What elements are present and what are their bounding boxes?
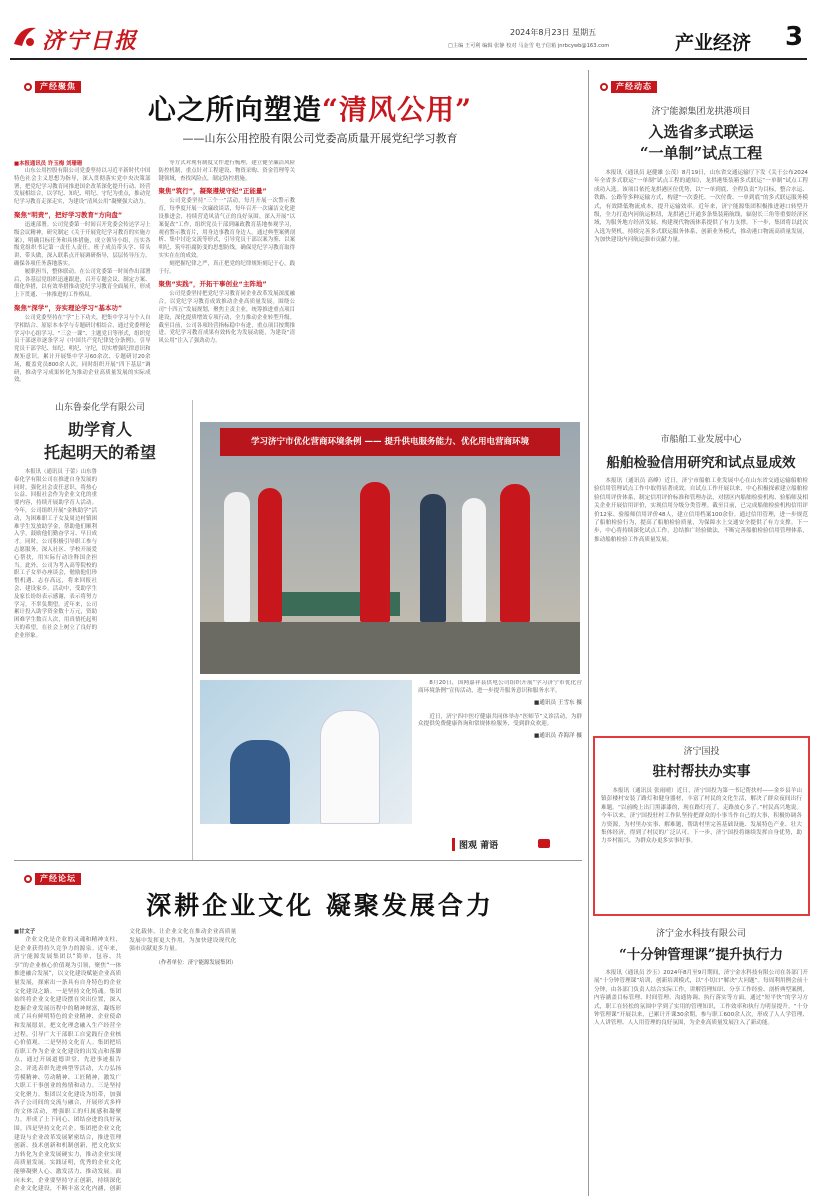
logo-text: 济宁日报 — [42, 28, 139, 54]
main-article-body — [14, 160, 584, 390]
forum-label: 产经论坛 — [35, 873, 81, 885]
forum-top-rule — [14, 860, 582, 861]
photo-clinic — [200, 680, 412, 824]
photo-person-4 — [420, 494, 446, 622]
left-body: 本报讯（通讯员 于蕾）山东鲁泰化学有限公司在推进自身发展的同时，强化社会责任意识，将热心公益、回报社会作为企业文化的重要内容，持续开展助学育人活动。今年，公司组织开展“金秋助学”活动，为困难职工子女及周边村镇困难学生发放助学金，帮助他们顺利入学，鼓励他们勤奋学习、早日成才。同时，公司积极引导职工参与志愿服务，深入社区、学校开展爱心帮扶，用实际行动诠释国企担当。此外，公司为考入高等院校的职工子女举办座谈会，勉励他们珍惜机遇、志存高远，将来回报社会、建设家乡。活动中，受助学生及家长纷纷表示感谢，表示将努力学习，不辜负期望。近年来，公司累计投入助学资金数十万元，资助困难学生数百人次，用真情托起明天的希望，在社会上树立了良好的企业形象。 — [14, 469, 97, 639]
photo-person-2 — [258, 488, 282, 622]
title-part-a: 心之所向塑造 — [147, 93, 322, 126]
banner-caption: 8月20日，国网嘉祥县供电公司组织开展“学习济宁市优化营商环境条例”宣传活动，进一步提升服务意识和服务水平。 — [418, 680, 582, 694]
news-dot-icon — [600, 83, 608, 91]
section-header-news — [600, 80, 657, 93]
main-col4-para1: 刻把握纪律之严，真正把党的纪律规矩刻记于心，践于行。 — [158, 260, 295, 275]
right-d-title: “十分钟管理课”提升执行力 — [618, 947, 784, 963]
editors-line: □主编 王可利 编辑 张静 校对 马金雪 电子信箱 jnrbcywb@163.com — [448, 43, 610, 49]
main-col2-para2: 公司党委坚持在“学”上下功夫，把集中学习与个人自学相结合、原原本本学与专题研讨相结合，通过党委理论学习中心组学习、“三会一课”、主题党日等形式，组织党员干部逐章逐条学习《中国共产党纪律处分条例》，引导党员干部学纪、知纪、明纪、守纪，切实增强纪律意识和规矩意识。累计开展集中学习60余次、专题研讨20余场，覆盖党员800余人次。同时组织开展“四下基层”调研，推动学习成果转化为推动企业高质量发展的实际成效。 — [14, 314, 151, 384]
main-col3-para1: 等方式对现有制度文件进行梳理，建立健全廉洁风险防控机制，重点针对工程建设、物资采购、资金管理等关键领域，查找风险点，制定防控措施。 — [158, 160, 295, 182]
photo-banner: 学习济宁市优化营商环境条例 —— 提升供电服务能力、优化用电营商环境 — [220, 428, 560, 456]
left-title-line1: 助学育人 — [67, 420, 132, 439]
clinic-caption: 近日，济宁四中医疗健康共同体举办“医师节”义诊活动，为群众提供免费健康咨询和常规体检服务，受到群众欢迎。 — [418, 713, 582, 728]
right-a-company: 济宁能源集团龙拱港项目 — [651, 107, 751, 117]
clinic-credit: ■通讯员 乔海洋 摄 — [534, 733, 582, 740]
main-subhead-1: 聚焦“明责”，把好学习教育“方向盘” — [14, 210, 123, 219]
news-label: 产经动态 — [611, 81, 657, 93]
left-company: 山东鲁泰化学有限公司 — [54, 403, 145, 413]
right-article-a — [594, 104, 808, 434]
left-short-article — [14, 400, 186, 858]
left-divider — [192, 400, 193, 860]
right-article-c — [593, 736, 810, 916]
section-dot-icon — [24, 83, 32, 91]
date-line: 2024年8月23日 星期五 — [510, 28, 597, 37]
banner-credit: ■通讯员 王雪东 摄 — [534, 699, 582, 706]
right-article-d — [594, 926, 808, 1196]
forum-signature: （作者单位：济宁能源发展集团） — [155, 959, 237, 966]
main-col4-para2: 公司党委坚持把党纪学习教育同企业改革发展深度融合，以党纪学习教育成效推动企业高质量发展。围绕公司“十四五”发展规划，聚焦主责主业，统筹推进重点项目建设，深化提质增效专项行动，全力推动企业转型升级。截至目前，公司各项经营指标稳中有进，重点项目按期推进，党纪学习教育成果有效转化为发展动能，为建设“清风公用”注入了强劲动力。 — [158, 291, 295, 345]
camera-icon — [538, 839, 550, 848]
main-byline: ■本报通讯员 许玉梅 刘珊珊 — [14, 161, 83, 167]
right-article-b — [594, 432, 808, 732]
photo-ground — [200, 622, 580, 674]
photo-captions — [418, 680, 582, 830]
forum-byline: ■甘文子 — [14, 929, 36, 935]
newspaper-logo-icon — [10, 22, 40, 52]
masthead-rule — [10, 58, 807, 60]
right-a-title-1: 入选省多式联运 — [648, 123, 754, 141]
right-b-company: 市船舶工业发展中心 — [660, 435, 742, 445]
main-article-subtitle: ——山东公用控股有限公司党委高质量开展党纪学习教育 — [182, 132, 458, 145]
photo-doctor — [320, 710, 380, 824]
photo-person-6 — [500, 484, 530, 622]
main-subhead-3: 聚焦“筑行”，凝聚遵规守纪“正能量” — [158, 187, 267, 196]
right-a-body: 本报讯（通讯员 赵健雄 公茂）8月19日，山东省交通运输厅下发《关于公布2024年全省多式联运“一单制”试点工程的通知》，龙拱港集装箱多式联运“一单制”试点工程成功入选。该项目依托龙拱港区位优势，以“一单到底、全程负责”为目标，整合水运、铁路、公路等多种运输方式，构建“一次委托、一次付费、一单到底”的多式联运服务模式，有效降低物流成本，提升运输效率。近年来，济宁能源集团积极推进港口转型升级，全力打造内河航运枢纽，龙拱港已开通多条集装箱航线，辐射长三角等重要经济区域，为服务地方经济发展、构建现代物流体系提供了有力支撑。下一步，集团将以此次入选为契机，持续完善多式联运服务体系，创新业务模式，推动港口物流高质量发展，为加快建设内河航运强市贡献力量。 — [594, 170, 808, 244]
section-label: 产经聚焦 — [35, 81, 81, 93]
right-c-title: 驻村帮扶办实事 — [652, 764, 751, 780]
main-subhead-4: 聚焦“实践”，开拓干事创业“主阵地” — [158, 280, 267, 289]
section-header-focus — [24, 80, 81, 93]
forum-title: 深耕企业文化 凝聚发展合力 — [146, 891, 494, 920]
right-a-title-2: “一单制”试点工程 — [639, 144, 763, 162]
masthead — [0, 0, 817, 62]
right-d-company: 济宁金水科技有限公司 — [655, 929, 746, 939]
forum-dot-icon — [24, 875, 32, 883]
right-b-title: 船舶检验信用研究和试点显成效 — [606, 455, 796, 471]
main-subhead-2: 聚焦“深学”，夯实理论学习“基本功” — [14, 303, 123, 312]
right-d-body: 本报讯（通讯员 沙玉）2024年8月至9月期间，济宁金水科技有限公司在各部门开展“十分钟管理课”培训，创新培训模式，以“小切口”解决“大问题”。每周利用例会前十分钟，由各部门负责人结合实际工作，讲解管理知识、分享工作经验、剖析典型案例，内容涵盖目标管理、时间管理、沟通协调、执行落实等方面。通过“短平快”的学习方式，职工在轻松的氛围中学到了实用的管理知识，工作效率和执行力明显提升。“十分钟管理课”开展以来，已累计开课30余期，参与职工600余人次，形成了人人学管理、人人讲管理、人人用管理的良好氛围，为企业高质量发展注入了新动能。 — [594, 970, 808, 1027]
main-col3-para2: 公司党委坚持“三个一”活动，每月开展一次警示教育，每季度开展一次廉政谈话，每年召开一次廉洁文化建设推进会，持续营造风清气正的良好氛围。深入开展“以案促改”工作，组织党员干部到廉政教育基地参观学习，观看警示教育片，用身边事教育身边人。通过典型案例剖析、集中讨论交流等形式，引导党员干部以案为鉴、以案明纪，筑牢拒腐防变的思想防线，确保党纪学习教育取得实实在在的成效。 — [158, 198, 295, 259]
photo-patient — [230, 740, 290, 824]
left-title-line2: 托起明天的希望 — [43, 443, 156, 462]
photo-person-3 — [360, 482, 390, 622]
photo-column-label: 图观 莆语 — [452, 838, 498, 851]
right-b-body: 本报讯（通讯员 高峰）近日，济宁市船舶工业发展中心在山东省交通运输船舶检验信用管理试点工作中取得显著成效。自试点工作开展以来，中心积极探索建立船舶检验信用评价体系，制定信用评价标准和管理办法，对辖区内船舶检验机构、验船师及相关企业开展信用评价，实现信用分级分类管理。截至目前，已完成船舶检验机构信用评价12家、验船师信用评价48人，建立信用档案100余份。通过信用管理，进一步规范了船舶检验行为，提高了船舶检验质量，为保障水上交通安全提供了有力支撑。下一步，中心将持续深化试点工作，总结推广经验做法，不断完善船舶检验信用管理体系，推动船舶检验工作高质量发展。 — [594, 478, 808, 543]
main-col1-para2: 迅速部署。公司党委第一时间召开党委会传达学习上级会议精神，研究制定《关于开展党纪学习教育的实施方案》，明确目标任务和具体措施，成立领导小组，压实各级党组织书记第一责任人责任。班子成员带头学、带头讲、带头做，深入联系点开展调研指导，层层传导压力，确保各项任务落地落实。 — [14, 221, 151, 267]
title-part-b: “清风公用” — [321, 93, 473, 126]
right-divider — [588, 70, 589, 1196]
right-c-company: 济宁国投 — [683, 747, 720, 757]
forum-text: 企业文化是企业的灵魂和精神支柱，是企业获得持久竞争力的源泉。近年来，济宁能源发展集团以“简单、包容、共享”的企业核心价值观为引领，聚焦“一体推进融合发展”，以文化建设赋能企业高质量发展，探索出一条具有自身特色的企业文化建设之路。一是坚持文化铸魂。集团始终将企业文化建设摆在突出位置，深入挖掘企业发展历程中的精神财富，凝练形成了具有鲜明特色的企业精神、企业使命和发展愿景，把文化理念融入生产经营全过程，引导广大干部职工自觉践行企业核心价值观。二是坚持文化育人。集团把培育职工作为企业文化建设的出发点和落脚点，通过开展道德讲堂、先进事迹报告会、评选表彰先进典型等活动，大力弘扬劳模精神、劳动精神、工匠精神，激发广大职工干事创业的热情和动力。三是坚持文化聚力。集团以文化建设为纽带，加强各子公司间的交流与融合，开展形式多样的文体活动，增强职工的归属感和凝聚力，形成了上下同心、团结奋进的良好氛围。四是坚持文化兴企。集团把企业文化建设与企业改革发展紧密结合，推进管理创新、技术创新和机制创新，把文化软实力转化为企业发展硬实力，推动企业实现高质量发展。实践证明，优秀的企业文化能够凝聚人心、激发活力、推动发展。面向未来，企业要坚持守正创新，持续深化企业文化建设，不断丰富文化内涵，创新文化载体，让企业文化在推动企业高质量发展中发挥更大作用，为加快建设现代化强市贡献更多力量。 — [14, 929, 237, 1193]
main-col2-para1: 履职担当，整体联动。在公司党委第一时间作出部署后，各基层党组织迅速跟进，召开专题会议、制定方案、细化举措，以有效举措推动党纪学习教育全面展开，形成上下贯通、一体推进的工作格局。 — [14, 268, 151, 299]
main-article-title — [110, 88, 510, 128]
right-c-body: 本报讯（通讯员 张雨晴）近日，济宁国投为第一书记帮扶村——金乡县羊山镇彭楼村安装了路灯和健身器材，丰富了村民的文化生活，解决了群众夜间出行难题。“以前晚上出门黑漆漆的，现在路灯亮了，走路放心多了。”村民高兴地说。今年以来，济宁国投驻村工作队坚持把群众的小事当作自己的大事，积极协调各方资源，为村里办实事、解难题，帮助村里完善基础设施、发展特色产业、壮大集体经济，得到了村民的广泛认可。下一步，济宁国投将继续发挥自身优势，助力乡村振兴，为群众办更多实事好事。 — [601, 788, 802, 845]
forum-body — [14, 928, 582, 1196]
photo-person-5 — [462, 498, 486, 622]
main-col1-para1: 山东公用控股有限公司党委坚持以习近平新时代中国特色社会主义思想为指导，深入贯彻落实党中央决策部署，把党纪学习教育同推进国企改革深化提升行动、经营发展相结合，以学纪、知纪、明纪、守纪为重点，推动党纪学习教育走深走实，为建设“清风公用”凝聚强大动力。 — [14, 168, 151, 206]
section-title: 产业经济 — [675, 32, 752, 54]
page-number: 3 — [785, 22, 804, 52]
section-header-forum — [24, 872, 81, 885]
photo-person-1 — [224, 492, 250, 622]
photo-service-event — [200, 422, 580, 674]
